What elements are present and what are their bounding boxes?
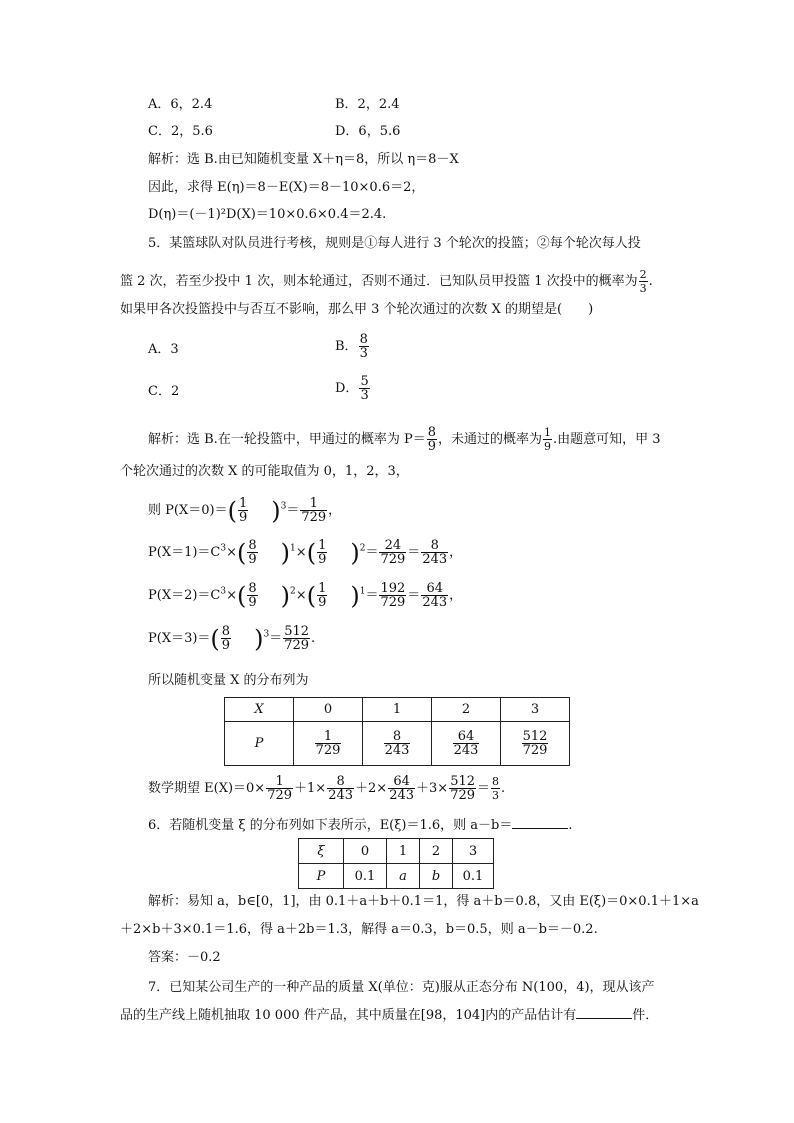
- table-cell: $\frac{64}{243}$: [432, 722, 501, 766]
- table-cell: 3: [453, 839, 494, 864]
- table-cell: a: [387, 864, 420, 889]
- table-cell: 1: [387, 839, 420, 864]
- p-x2-line: $P(X=2)=C^3\times$( $\frac{8}{9}$ )$^2$×( $\frac{1}{9}$ )$^1$＝ $\frac{192}{729}$ ＝ $\frac{64}{243}$ ，: [148, 581, 463, 610]
- q4-option-a: A．6，2.4: [148, 97, 213, 112]
- q4-solution-line1: 解析：选 B.由已知随机变量 X＋η＝8，所以 η＝8－X: [148, 152, 459, 167]
- q4-solution-line3: D(η)＝(－1)²D(X)＝10×0.6×0.4＝2.4.: [148, 207, 387, 222]
- fraction: $\frac{1}{729}$: [267, 774, 293, 803]
- table-cell: P: [299, 864, 344, 889]
- q7-line2: 品的生产线上随机抽取 10 000 件产品，其中质量在[98，104]内的产品估计有 件．: [120, 1008, 659, 1023]
- fraction: $\frac{512}{729}$: [284, 624, 310, 653]
- q5-solution-line2: 个轮次通过的次数 X 的可能取值为 0，1，2，3，: [120, 464, 409, 479]
- table-cell: $\frac{8}{243}$: [363, 722, 432, 766]
- table-row: [299, 864, 494, 889]
- q5-option-a: A．3: [148, 342, 179, 357]
- q5-solution-line1: 解析：选 B.在一轮投篮中，甲通过的概率为 P＝ $\frac{8}{9}$ ，未通过的概率为 $\frac{1}{9}$ .由题意可知，甲 3: [148, 425, 661, 454]
- q4-solution-line2: 因此，求得 E(η)＝8－E(X)＝8－10×0.6＝2，: [148, 180, 425, 195]
- p-x1-line: $P(X=1)=C^3\times$( $\frac{8}{9}$ )$^1$×( $\frac{1}{9}$ )$^2$＝ $\frac{24}{729}$ ＝ $\frac{8}{243}$ ，: [148, 538, 463, 567]
- fraction: $\frac{1}{9}$: [318, 581, 327, 610]
- fraction: $\frac{5}{3}$: [360, 374, 369, 403]
- table-cell: 2: [432, 698, 501, 722]
- fraction: $\frac{2}{3}$: [639, 268, 647, 295]
- table-cell: 0.1: [344, 864, 387, 889]
- fraction: $\frac{8}{9}$: [221, 624, 231, 653]
- answer-blank[interactable]: [512, 816, 568, 829]
- fraction: $\frac{64}{243}$: [422, 581, 448, 610]
- fraction: $\frac{64}{243}$: [389, 774, 415, 803]
- fraction: $\frac{192}{729}$: [380, 581, 406, 610]
- q6-distribution-table: [298, 838, 494, 889]
- table-cell: X: [225, 698, 294, 722]
- table-row: [225, 698, 570, 722]
- table-cell: $\frac{1}{729}$: [294, 722, 363, 766]
- fraction: $\frac{8}{9}$: [427, 425, 436, 454]
- table-row: [299, 839, 494, 864]
- fraction: $\frac{1}{9}$: [238, 496, 248, 525]
- answer-blank[interactable]: [576, 1006, 632, 1019]
- fraction: $\frac{1}{9}$: [544, 426, 551, 453]
- q6-solution-line2: ＋2×b＋3×0.1＝1.6，得 a＋2b＝1.3，解得 a＝0.3，b＝0.5，则 a－b＝－0.2.: [120, 922, 598, 937]
- table-cell: 0: [294, 698, 363, 722]
- q5-stem-line2: 篮 2 次，若至少投中 1 次，则本轮通过，否则不通过．已知队员甲投篮 1 次投中的概率为 $\frac{2}{3}$ .: [120, 268, 653, 295]
- fraction: $\frac{8}{243}$: [422, 538, 448, 567]
- q6-solution-line1: 解析：易知 a，b∈[0，1]，由 0.1＋a＋b＋0.1＝1，得 a＋b＝0.8，又由 E(ξ)＝0×0.1＋1×a: [148, 894, 699, 909]
- fraction: $\frac{1}{729}$: [301, 496, 327, 525]
- q6-stem: 6．若随机变量 ξ 的分布列如下表所示，E(ξ)＝1.6，则 a－b＝ .: [148, 818, 573, 833]
- table-cell: 1: [363, 698, 432, 722]
- q5-option-d: D． $\frac{5}{3}$: [335, 374, 369, 403]
- table-cell: $\frac{512}{729}$: [501, 722, 570, 766]
- q5-distribution-table: [224, 697, 570, 766]
- table-cell: 2: [420, 839, 453, 864]
- q4-option-b: B．2，2.4: [335, 97, 400, 112]
- dist-intro: 所以随机变量 X 的分布列为: [148, 673, 309, 688]
- fraction: $\frac{512}{729}$: [450, 774, 476, 803]
- fraction: $\frac{1}{9}$: [318, 538, 327, 567]
- p-x0-line: 则 P(X＝0)＝( $\frac{1}{9}$ )$^3$＝ $\frac{1}{729}$ ，: [148, 496, 342, 525]
- table-cell: 0.1: [453, 864, 494, 889]
- fraction: $\frac{8}{3}$: [359, 332, 368, 361]
- table-cell: P: [225, 722, 294, 766]
- fraction: $\frac{8}{3}$: [492, 775, 500, 802]
- table-row: [225, 722, 570, 766]
- fraction: $\frac{8}{243}$: [328, 774, 354, 803]
- table-cell: 3: [501, 698, 570, 722]
- q5-option-b: B． $\frac{8}{3}$: [335, 332, 368, 361]
- fraction: $\frac{8}{9}$: [248, 581, 257, 610]
- q5-stem-line3: 如果甲各次投篮投中与否互不影响，那么甲 3 个轮次通过的次数 X 的期望是( ): [120, 302, 594, 317]
- q6-answer: 答案：－0.2: [148, 950, 221, 965]
- expectation-line: 数学期望 E(X)＝0× $\frac{1}{729}$ ＋1× $\frac{8}{243}$ ＋2× $\frac{64}{243}$ ＋3× $\frac{512}{729}$ ＝ $\frac{8}{3}$ .: [148, 774, 506, 803]
- fraction: $\frac{24}{729}$: [380, 538, 406, 567]
- fraction: $\frac{8}{9}$: [248, 538, 257, 567]
- table-cell: ξ: [299, 839, 344, 864]
- table-cell: b: [420, 864, 453, 889]
- q7-line1: 7．已知某公司生产的一种产品的质量 X(单位：克)服从正态分布 N(100，4)，现从该产: [148, 980, 655, 995]
- q5-stem-line2-text: 篮 2 次，若至少投中 1 次，则本轮通过，否则不通过．已知队员甲投篮 1 次投中的概率为: [120, 274, 638, 289]
- table-cell: 0: [344, 839, 387, 864]
- q5-option-c: C．2: [148, 384, 180, 399]
- q5-stem-line1: 5．某篮球队对队员进行考核，规则是①每人进行 3 个轮次的投篮；②每个轮次每人投: [148, 236, 641, 251]
- p-x3-line: P(X＝3)＝( $\frac{8}{9}$ )$^3$＝ $\frac{512}{729}$ .: [148, 624, 316, 653]
- q4-option-c: C．2，5.6: [148, 124, 213, 139]
- q4-option-d: D．6，5.6: [335, 124, 401, 139]
